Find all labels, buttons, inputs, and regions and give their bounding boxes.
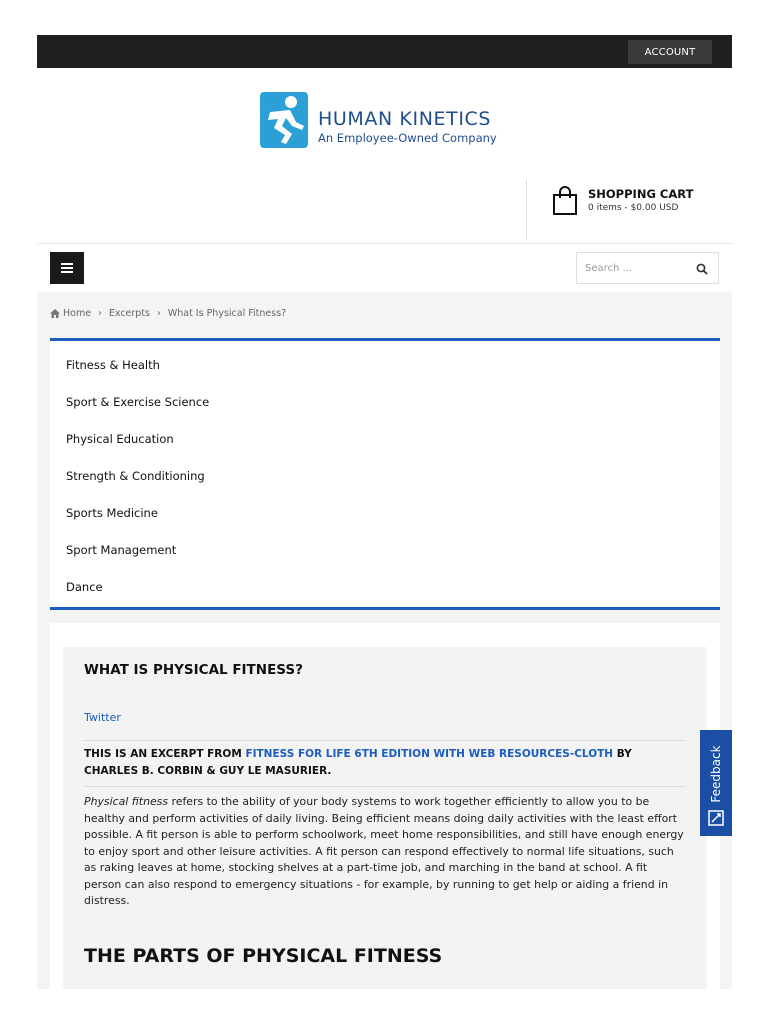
cart-summary: 0 items - $0.00 USD [588,203,679,213]
menu-button[interactable] [50,252,84,284]
category-strength-conditioning[interactable]: Strength & Conditioning [66,469,205,483]
header-divider [37,243,732,244]
cart-divider [526,180,527,240]
breadcrumb [50,308,286,319]
search-icon[interactable] [696,263,708,275]
category-fitness-health[interactable]: Fitness & Health [66,358,160,372]
logo-name: HUMAN KINETICS [318,108,492,130]
chevron-right-icon: › [98,308,102,319]
logo-tagline: An Employee-Owned Company [318,131,497,145]
category-sports-medicine[interactable]: Sports Medicine [66,506,158,520]
search-box [576,252,719,284]
body-paragraph: refers to the ability of your body systems to work together efficiently to allow you to be healthy and perform activities of daily living. Being efficient means doing daily activities with the least effort possible. A fit person is able to perform schoolwork, meet home responsibilities, and still have enough energy to enjoy sport and other leisure activities. A fit person can respond effectively to normal life situations, such as raking leaves at home, stocking shelves at a part-time job, and marching in the band at school. A fit person can also respond to emergency situations - for example, by running to get help or aiding a friend in distress. [84,795,684,907]
category-dance[interactable]: Dance [66,580,103,594]
category-sport-exercise-science[interactable]: Sport & Exercise Science [66,395,210,409]
category-sport-management[interactable]: Sport Management [66,543,177,557]
feedback-label: Feedback [709,745,723,803]
book-link[interactable]: FITNESS FOR LIFE 6TH EDITION WITH WEB RESOURCES-CLOTH [245,748,614,760]
hamburger-icon [61,263,73,273]
body-term: Physical fitness [84,795,169,808]
breadcrumb-home[interactable]: Home [63,308,92,319]
section-heading: THE PARTS OF PHYSICAL FITNESS [84,945,443,967]
category-menu [50,338,720,610]
top-bar [37,35,732,68]
feedback-tab[interactable] [700,730,732,836]
home-icon [50,309,60,318]
account-button[interactable]: ACCOUNT [628,40,712,64]
search-input[interactable] [585,259,685,277]
divider [84,740,686,741]
human-kinetics-logo-icon [260,92,308,148]
article-title: WHAT IS PHYSICAL FITNESS? [84,662,303,678]
divider [84,786,686,787]
excerpt-source [84,746,686,780]
chevron-right-icon: › [157,308,161,319]
twitter-share-link[interactable]: Twitter [84,711,121,724]
breadcrumb-excerpts[interactable]: Excerpts [108,308,151,319]
shopping-cart-title[interactable]: SHOPPING CART [588,187,694,201]
excerpt-authors: BY CHARLES B. CORBIN & GUY LE MASURIER. [84,748,632,777]
category-physical-education[interactable]: Physical Education [66,432,174,446]
excerpt-prefix: THIS IS AN EXCERPT FROM [84,748,242,760]
shopping-bag-icon[interactable] [552,186,578,216]
article-body [84,794,686,910]
feedback-icon [708,810,724,826]
site-logo[interactable] [260,90,520,152]
breadcrumb-current: What Is Physical Fitness? [167,308,287,319]
